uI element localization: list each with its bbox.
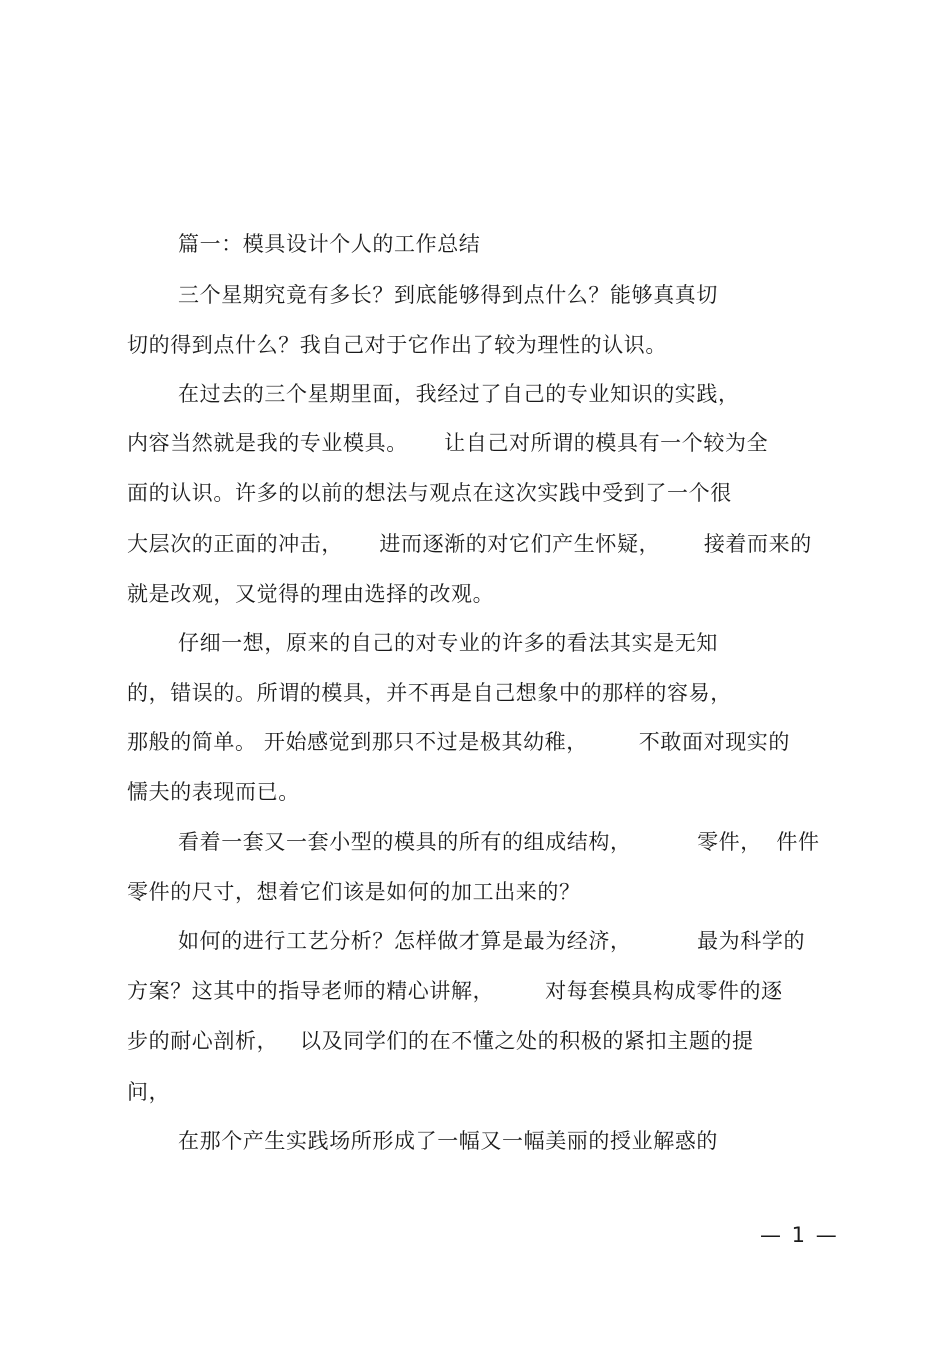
paragraph-line: 零件的尺寸，想着它们该是如何的加工出来的？: [127, 880, 581, 904]
paragraph-line: 切的得到点什么？我自己对于它作出了较为理性的认识。: [127, 333, 667, 357]
paragraph-line: 面的认识。许多的以前的想法与观点在这次实践中受到了一个很: [127, 481, 732, 505]
paragraph-line: 就是改观，又觉得的理由选择的改观。: [127, 582, 495, 606]
document-title: 篇一：模具设计个人的工作总结: [178, 232, 481, 256]
paragraph-line: 的，错误的。所谓的模具，并不再是自己想象中的那样的容易，: [127, 681, 732, 705]
paragraph-line: 问，: [127, 1080, 171, 1104]
paragraph-line: 步的耐心剖析， 以及同学们的在不懂之处的积极的紧扣主题的提: [127, 1029, 754, 1053]
paragraph-line: 三个星期究竟有多长？到底能够得到点什么？能够真真切: [178, 283, 718, 307]
paragraph-line: 大层次的正面的冲击， 进而逐渐的对它们产生怀疑， 接着而来的: [127, 532, 812, 556]
paragraph-line: 内容当然就是我的专业模具。 让自己对所谓的模具有一个较为全: [127, 431, 769, 455]
page-number: — 1 —: [760, 1223, 839, 1247]
paragraph-line: 懦夫的表现而已。: [127, 780, 300, 804]
paragraph-line: 在那个产生实践场所形成了一幅又一幅美丽的授业解惑的: [178, 1129, 718, 1153]
paragraph-line: 仔细一想，原来的自己的对专业的许多的看法其实是无知: [178, 631, 718, 655]
paragraph-line: 如何的进行工艺分析？怎样做才算是最为经济， 最为科学的: [178, 929, 806, 953]
paragraph-line: 看着一套又一套小型的模具的所有的组成结构， 零件， 件件: [178, 830, 820, 854]
paragraph-line: 方案？这其中的指导老师的精心讲解， 对每套模具构成零件的逐: [127, 979, 783, 1003]
paragraph-line: 那般的简单。 开始感觉到那只不过是极其幼稚， 不敢面对现实的: [127, 730, 790, 754]
paragraph-line: 在过去的三个星期里面，我经过了自己的专业知识的实践，: [178, 382, 740, 406]
